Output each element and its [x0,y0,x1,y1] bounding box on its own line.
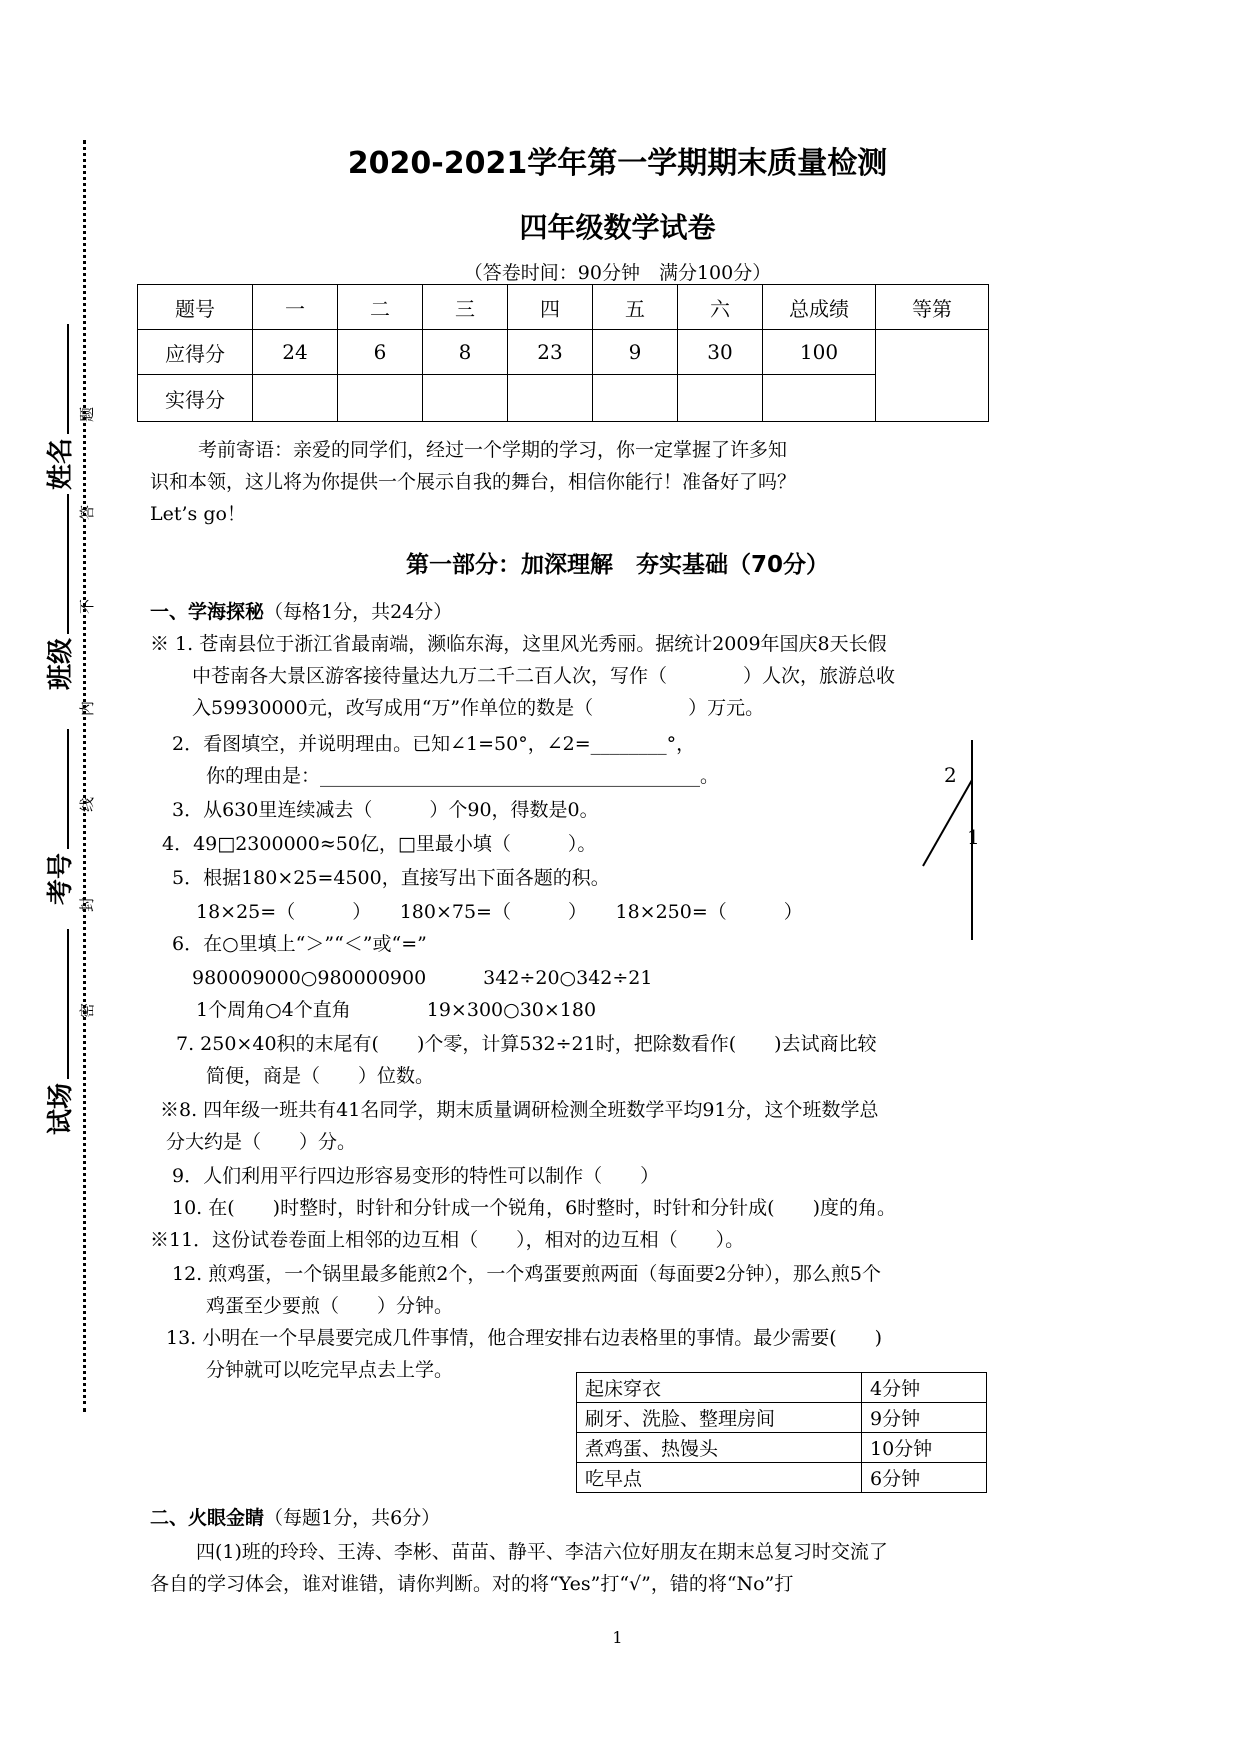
actual-score-cell[interactable] [423,375,508,422]
actual-score-row [138,375,989,422]
section1-score: （每格1分，共24分） [264,601,453,623]
seal-char: 不 [78,598,96,614]
greeting-line: 识和本领，这儿将为你提供一个展示自我的舞台，相信你能行！准备好了吗？ [150,471,797,493]
actual-score-cell[interactable] [763,375,876,422]
expected-score-cell: 24 [253,330,338,375]
question-line: 5．根据180×25=4500，直接写出下面各题的积。 [172,867,610,889]
task-cell: 起床穿衣 [577,1373,862,1403]
question-line: 6．在○里填上“＞”“＜”或“=” [172,933,427,955]
header-cell: 等第 [876,285,989,330]
actual-score-cell[interactable] [508,375,593,422]
row-label: 实得分 [138,375,253,422]
seal-char: 内 [78,700,96,716]
section2-line: 四(1)班的玲玲、王涛、李彬、苗苗、静平、李洁六位好朋友在期末总复习时交流了 [196,1541,888,1563]
expected-score-cell: 23 [508,330,593,375]
task-cell: 刷牙、洗脸、整理房间 [577,1403,862,1433]
question-line: 入59930000元，改写成用“万”作单位的数是（ ）万元。 [192,697,765,719]
table-row [577,1433,987,1463]
section2-heading [150,1502,440,1534]
section2-score: （每题1分，共6分） [264,1507,441,1529]
part1-heading: 第一部分：加深理解 夯实基础（70分） [405,552,829,578]
time-cell: 9分钟 [862,1403,987,1433]
time-cell: 4分钟 [862,1373,987,1403]
question-line: ※11．这份试卷卷面上相邻的边互相（ ），相对的边互相（ ）。 [150,1229,745,1251]
name-label: 姓名 [46,437,76,490]
expected-score-cell: 9 [593,330,678,375]
time-cell: 10分钟 [862,1433,987,1463]
exam-room-field[interactable] [40,929,77,1135]
header-cell: 总成绩 [763,285,876,330]
question-line: 980009000○980000900 342÷20○342÷21 [192,967,653,989]
exam-info: （答卷时间：90分钟 满分100分） [463,262,772,284]
score-table [137,284,989,422]
exam-room-blank[interactable] [47,929,69,1079]
seal-char: 密 [78,1002,96,1018]
question-line: 简便，商是（ ）位数。 [206,1065,435,1087]
time-cell: 6分钟 [862,1463,987,1493]
exam-number-label: 考号 [46,852,76,905]
header-cell: 一 [253,285,338,330]
exam-room-label: 试场 [46,1082,76,1135]
score-header-row [138,285,989,330]
question-line: 9．人们利用平行四边形容易变形的特性可以制作（ ） [172,1165,660,1187]
seal-dotted-line [83,140,86,1412]
question-line: ※ 1. 苍南县位于浙江省最南端，濒临东海，这里风光秀丽。据统计2009年国庆8天长假 [150,633,887,655]
table-row [577,1463,987,1493]
row-label: 应得分 [138,330,253,375]
seal-char: 题 [78,406,96,422]
question-line: ※8. 四年级一班共有41名同学，期末质量调研检测全班数学平均91分，这个班数学总 [160,1099,879,1121]
header-cell: 题号 [138,285,253,330]
question-line: 你的理由是：________________________________________。 [206,765,720,787]
table-row [577,1403,987,1433]
expected-score-cell: 8 [423,330,508,375]
exam-number-field[interactable] [40,729,77,905]
question-line: 18×25=（ ） 180×75=（ ） 18×250=（ ） [196,901,803,923]
angle-label-2: 2 [944,763,957,787]
question-line: 分大约是（ ）分。 [166,1131,357,1153]
greeting-line: Let’s go！ [150,503,246,525]
question-line: 中苍南各大景区游客接待量达九万二千二百人次，写作（ ）人次，旅游总收 [192,665,896,687]
question-line: 2．看图填空，并说明理由。已知∠1=50°，∠2=________°， [172,733,696,755]
question-line: 鸡蛋至少要煎（ ）分钟。 [206,1295,454,1317]
header-cell: 四 [508,285,593,330]
header-cell: 五 [593,285,678,330]
name-blank[interactable] [47,324,69,434]
question-line: 3．从630里连续减去（ ）个90，得数是0。 [172,799,599,821]
class-label: 班级 [46,637,76,690]
actual-score-cell[interactable] [338,375,423,422]
question-line: 7. 250×40积的末尾有( )个零，计算532÷21时，把除数看作( )去试商比较 [176,1033,877,1055]
question-line: 分钟就可以吃完早点去上学。 [206,1359,454,1381]
exam-title: 2020-2021学年第一学期期末质量检测 [347,146,888,181]
section2-title: 二、火眼金睛 [150,1507,265,1529]
expected-score-row [138,330,989,375]
actual-score-cell[interactable] [678,375,763,422]
section1-heading [150,596,452,628]
header-cell: 二 [338,285,423,330]
section1-title: 一、学海探秘 [150,601,265,623]
exam-subtitle: 四年级数学试卷 [519,211,716,244]
expected-score-cell: 6 [338,330,423,375]
task-cell: 吃早点 [577,1463,862,1493]
task-cell: 煮鸡蛋、热馒头 [577,1433,862,1463]
seal-char: 线 [78,796,96,812]
exam-number-blank[interactable] [47,729,69,849]
question-line: 13. 小明在一个早晨要完成几件事情，他合理安排右边表格里的事情。最少需要( ) [166,1327,883,1349]
question-line: 12. 煎鸡蛋，一个锅里最多能煎2个，一个鸡蛋要煎两面（每面要2分钟），那么煎5个 [172,1263,882,1285]
name-field[interactable] [40,324,77,490]
section2-line: 各自的学习体会，谁对谁错，请你判断。对的将“Yes”打“√”，错的将“No”打 [150,1573,794,1595]
expected-score-cell: 100 [763,330,876,375]
seal-char: 封 [78,896,96,912]
header-cell: 六 [678,285,763,330]
class-field[interactable] [40,494,77,690]
greeting-line: 考前寄语：亲爱的同学们，经过一个学期的学习，你一定掌握了许多知 [198,439,788,461]
actual-score-cell[interactable] [593,375,678,422]
angle-label-1: 1 [967,825,980,849]
angle-figure [920,740,990,940]
expected-score-cell: 30 [678,330,763,375]
header-cell: 三 [423,285,508,330]
morning-schedule-table [576,1372,987,1493]
actual-score-cell[interactable] [253,375,338,422]
question-line: 1个周角○4个直角 19×300○30×180 [196,999,597,1021]
question-line: 4．49□2300000≈50亿，□里最小填（ ）。 [162,833,597,855]
grade-cell[interactable] [876,330,989,422]
page-number: 1 [612,1628,623,1647]
table-row [577,1373,987,1403]
seal-char: 答 [78,504,96,520]
slanted-line [923,780,972,866]
question-line: 10. 在( )时整时，时针和分针成一个锐角，6时整时，时针和分针成( )度的角。 [172,1197,896,1219]
